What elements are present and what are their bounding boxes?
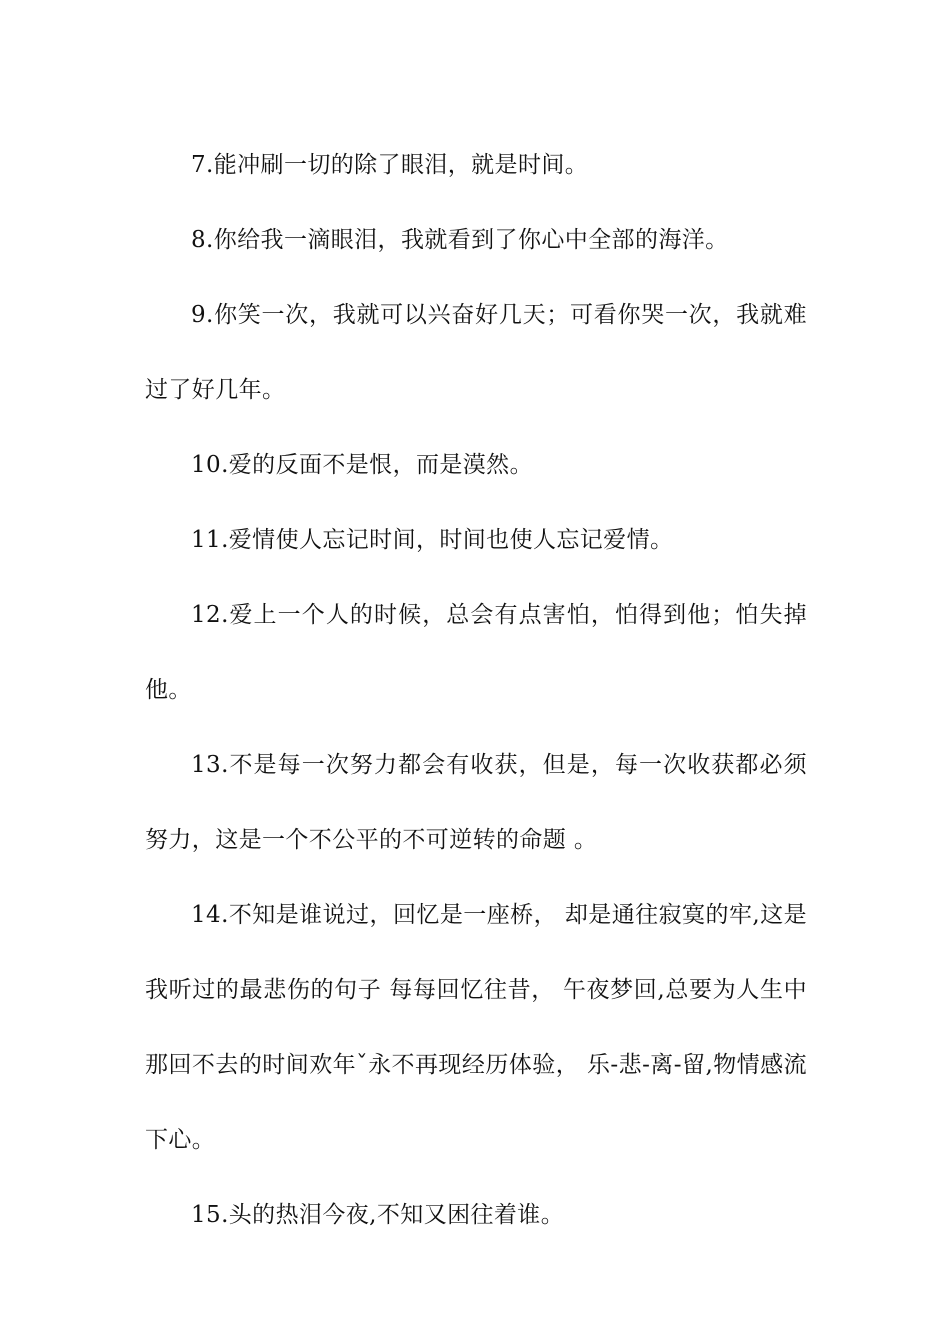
paragraph-14: 14.不知是谁说过，回忆是一座桥， 却是通往寂寞的牢,这是我听过的最悲伤的句子 每每回忆往昔， 午夜梦回,总要为人生中那回不去的时间欢年ˇ永不再现经历体验， 乐-悲-离-留,物情感流下心。 bbox=[145, 902, 807, 1153]
paragraph-7: 7.能冲刷一切的除了眼泪，就是时间。 bbox=[191, 152, 589, 178]
paragraph-9: 9.你笑一次，我就可以兴奋好几天；可看你哭一次，我就难过了好几年。 bbox=[145, 302, 807, 403]
paragraph-11: 11.爱情使人忘记时间，时间也使人忘记爱情。 bbox=[191, 527, 674, 553]
document-body bbox=[145, 128, 807, 1253]
paragraph-12: 12.爱上一个人的时候，总会有点害怕，怕得到他；怕失掉他。 bbox=[145, 602, 807, 703]
paragraph-15: 15.头的热泪今夜,不知又困往着谁。 bbox=[191, 1202, 565, 1228]
paragraph-10: 10.爱的反面不是恨，而是漠然。 bbox=[191, 452, 533, 478]
paragraph-8: 8.你给我一滴眼泪，我就看到了你心中全部的海洋。 bbox=[191, 227, 729, 253]
paragraph-13: 13.不是每一次努力都会有收获，但是，每一次收获都必须努力，这是一个不公平的不可逆转的命题 。 bbox=[145, 752, 807, 853]
